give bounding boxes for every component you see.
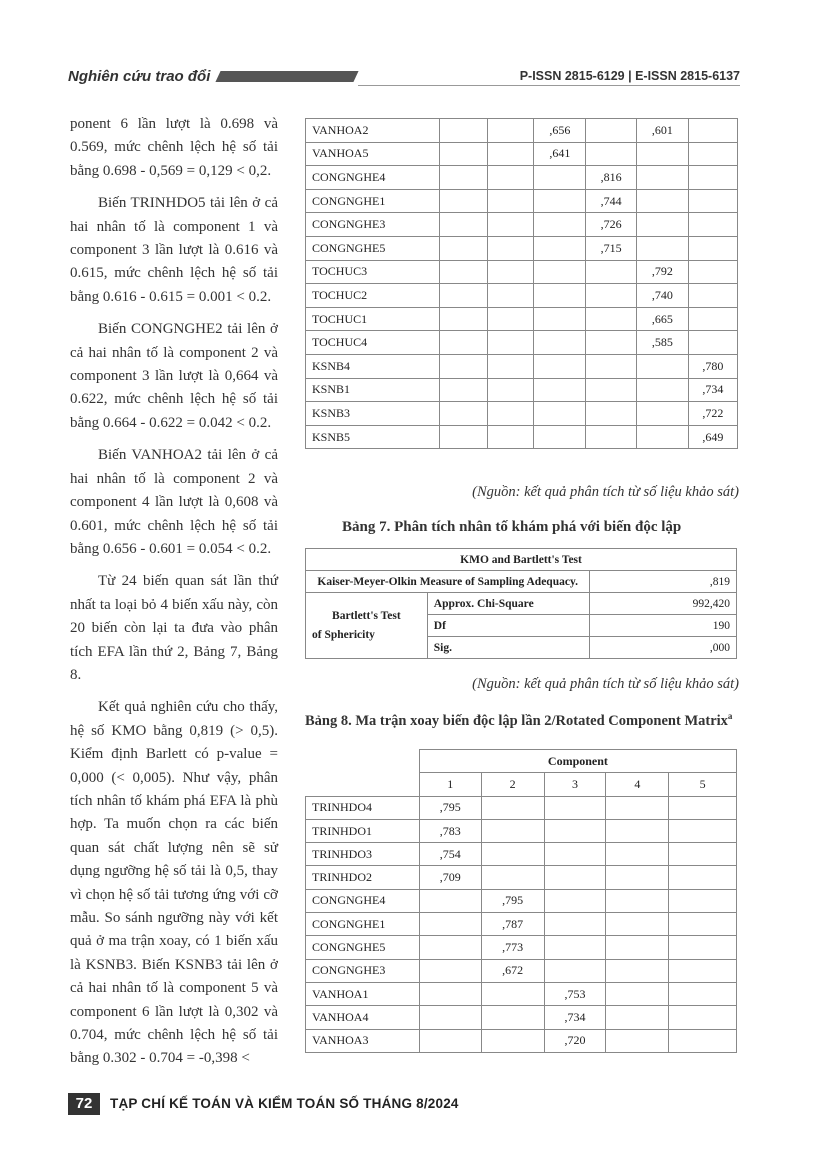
page-header (68, 66, 740, 88)
loading-cell (440, 213, 487, 237)
loading-cell (481, 819, 544, 842)
table-row (306, 819, 737, 842)
table-row (306, 307, 738, 331)
variable-name-cell: CONGNGHE3 (306, 213, 440, 237)
loading-cell (481, 982, 544, 1005)
variable-name-cell: CONGNGHE4 (306, 889, 420, 912)
loading-cell (440, 331, 487, 355)
table-row (306, 913, 737, 936)
loading-cell (440, 425, 487, 449)
variable-name-cell: KSNB4 (306, 354, 440, 378)
bartlett-row-value: 190 (590, 615, 737, 637)
bartlett-label-line1: Bartlett's Test (332, 609, 401, 622)
paragraph: Biến TRINHDO5 tải lên ở cả hai nhân tố là component 1 và component 3 lần lượt là 0.616 và 0.615, mức chênh lệch hệ số tải bằng 0.616 - 0.615 = 0.001 < 0.2. (70, 195, 278, 305)
loading-cell (534, 378, 586, 402)
paragraph: Biến CONGNGHE2 tải lên ở cả hai nhân tố là component 2 và component 3 lần lượt là 0,664 và 0.622, mức chênh lệch hệ số tải bằng 0.664 - 0.622 = 0.042 < 0.2. (70, 321, 278, 431)
loading-cell (534, 213, 586, 237)
loading-cell (606, 913, 669, 936)
variable-name-cell: VANHOA5 (306, 142, 440, 166)
bartlett-label (306, 593, 428, 659)
loading-cell: ,795 (419, 796, 481, 819)
loading-cell (544, 889, 606, 912)
source-note: (Nguồn: kết quả phân tích từ số liệu khảo sát) (472, 484, 739, 500)
loading-cell: ,641 (534, 142, 586, 166)
loading-cell (419, 959, 481, 982)
loading-cell (440, 142, 487, 166)
loading-cell (440, 166, 487, 190)
loading-cell (586, 260, 637, 284)
component-header: Component (419, 750, 736, 773)
rotated-component-matrix-table (305, 749, 737, 1053)
loading-cell (669, 843, 737, 866)
loading-cell (481, 843, 544, 866)
loading-cell (636, 425, 688, 449)
table-row (306, 119, 738, 143)
loading-cell (487, 236, 534, 260)
loading-cell (440, 284, 487, 308)
loading-cell: ,753 (544, 982, 606, 1005)
loading-cell: ,773 (481, 936, 544, 959)
component-column-header: 3 (544, 773, 606, 796)
loading-cell (688, 260, 737, 284)
loading-cell (669, 866, 737, 889)
loading-cell (669, 1029, 737, 1052)
variable-name-cell: VANHOA3 (306, 1029, 420, 1052)
variable-name-cell: TRINHDO1 (306, 819, 420, 842)
loading-cell (544, 913, 606, 936)
rotated-matrix-continued-table (305, 118, 738, 449)
header-decor-bar (215, 71, 358, 82)
loading-cell: ,816 (586, 166, 637, 190)
loading-cell (481, 1029, 544, 1052)
section-label: Nghiên cứu trao đổi (68, 68, 211, 85)
component-column-header: 4 (606, 773, 669, 796)
loading-cell: ,726 (586, 213, 637, 237)
variable-name-cell: TRINHDO2 (306, 866, 420, 889)
loading-cell (586, 378, 637, 402)
table-row (306, 260, 738, 284)
loading-cell (487, 354, 534, 378)
loading-cell: ,601 (636, 119, 688, 143)
loading-cell (688, 166, 737, 190)
loading-cell (534, 307, 586, 331)
loading-cell (487, 378, 534, 402)
table-row (306, 936, 737, 959)
loading-cell (688, 284, 737, 308)
variable-name-cell: CONGNGHE1 (306, 913, 420, 936)
loading-cell (419, 982, 481, 1005)
loading-cell (586, 119, 637, 143)
component-column-header: 2 (481, 773, 544, 796)
loading-cell (586, 142, 637, 166)
variable-name-cell: VANHOA1 (306, 982, 420, 1005)
loading-cell (544, 796, 606, 819)
loading-cell: ,740 (636, 284, 688, 308)
variable-name-cell: KSNB5 (306, 425, 440, 449)
loading-cell (586, 354, 637, 378)
loading-cell (419, 1029, 481, 1052)
loading-cell: ,722 (688, 402, 737, 426)
loading-cell (606, 1006, 669, 1029)
variable-name-cell: CONGNGHE5 (306, 236, 440, 260)
loading-cell (669, 1006, 737, 1029)
loading-cell (636, 166, 688, 190)
loading-cell: ,585 (636, 331, 688, 355)
variable-name-cell: TOCHUC1 (306, 307, 440, 331)
loading-cell (440, 189, 487, 213)
variable-name-cell: TOCHUC3 (306, 260, 440, 284)
variable-name-cell: TOCHUC4 (306, 331, 440, 355)
loading-cell (481, 1006, 544, 1029)
loading-cell (669, 819, 737, 842)
loading-cell: ,665 (636, 307, 688, 331)
variable-name-cell: TRINHDO3 (306, 843, 420, 866)
table8-caption-text: Bảng 8. Ma trận xoay biến độc lập lần 2/Rotated Component Matrix (305, 712, 728, 729)
loading-cell (544, 866, 606, 889)
loading-cell: ,734 (688, 378, 737, 402)
paragraph: Từ 24 biến quan sát lần thứ nhất ta loại bỏ 4 biến xấu này, còn 20 biến còn lại ta đưa vào phân tích EFA lần thứ 2, Bảng 7, Bảng 8. (70, 573, 278, 683)
table-row (306, 796, 737, 819)
loading-cell (669, 913, 737, 936)
loading-cell (534, 189, 586, 213)
variable-name-cell: VANHOA4 (306, 1006, 420, 1029)
loading-cell (544, 959, 606, 982)
kmo-value: ,819 (590, 571, 737, 593)
corner-cell (306, 750, 420, 773)
paragraph: Kết quả nghiên cứu cho thấy, hệ số KMO bằng 0,819 (> 0,5). Kiểm định Barlett có p-value = 0,000 (< 0,005). Như vậy, phân tích nhân tố khám phá EFA là phù hợp. Ta muốn chọn ra các biến quan sát chất lượng nên sẽ sử dụng ngưỡng hệ số tải là 0,5, thay vì chọn hệ số tải tương ứng với cỡ mẫu. So sánh ngưỡng này với kết quả ở ma trận xoay, có 1 biến xấu là KSNB3. Biến KSNB3 tải lên ở cả hai nhân tố là component 5 và component 6 lần lượt là 0,302 và 0.704, mức chênh lệch hệ số tải bằng 0.302 - 0.704 = -0,398 < (70, 699, 278, 1067)
loading-cell (669, 936, 737, 959)
loading-cell (636, 142, 688, 166)
component-column-header: 5 (669, 773, 737, 796)
loading-cell (534, 402, 586, 426)
loading-cell (636, 213, 688, 237)
loading-cell (487, 284, 534, 308)
loading-cell: ,780 (688, 354, 737, 378)
loading-cell (487, 331, 534, 355)
table-row (306, 843, 737, 866)
loading-cell (606, 889, 669, 912)
loading-cell (606, 982, 669, 1005)
loading-cell: ,656 (534, 119, 586, 143)
loading-cell: ,787 (481, 913, 544, 936)
loading-cell (669, 796, 737, 819)
loading-cell (534, 354, 586, 378)
loading-cell: ,720 (544, 1029, 606, 1052)
bartlett-row-label: Df (427, 615, 590, 637)
loading-cell (636, 189, 688, 213)
source-note: (Nguồn: kết quả phân tích từ số liệu khảo sát) (472, 676, 739, 692)
table-row (306, 236, 738, 260)
loading-cell (544, 843, 606, 866)
loading-cell (419, 1006, 481, 1029)
kmo-table-title: KMO and Bartlett's Test (306, 549, 737, 571)
bartlett-label-line2: of Sphericity (312, 628, 375, 641)
loading-cell (534, 260, 586, 284)
loading-cell (586, 425, 637, 449)
loading-cell (487, 166, 534, 190)
table-row (306, 284, 738, 308)
loading-cell: ,754 (419, 843, 481, 866)
paragraph: Biến VANHOA2 tải lên ở cả hai nhân tố là component 2 và component 4 lần lượt là 0,608 và 0.601, mức chênh lệch hệ số tải bằng 0.656 - 0.601 = 0.054 < 0.2. (70, 447, 278, 557)
loading-cell (534, 331, 586, 355)
loading-cell (688, 307, 737, 331)
loading-cell (440, 236, 487, 260)
loading-cell (481, 866, 544, 889)
loading-cell (419, 913, 481, 936)
loading-cell: ,783 (419, 819, 481, 842)
issn-label: P-ISSN 2815-6129 | E-ISSN 2815-6137 (519, 69, 740, 83)
loading-cell (481, 796, 544, 819)
journal-title: TẠP CHÍ KẾ TOÁN VÀ KIỂM TOÁN SỐ THÁNG 8/2024 (110, 1096, 459, 1111)
bartlett-row-value: 992,420 (590, 593, 737, 615)
loading-cell (440, 307, 487, 331)
variable-name-cell: CONGNGHE5 (306, 936, 420, 959)
loading-cell (669, 959, 737, 982)
loading-cell: ,649 (688, 425, 737, 449)
bartlett-row-label: Approx. Chi-Square (427, 593, 590, 615)
loading-cell (487, 425, 534, 449)
loading-cell (534, 425, 586, 449)
loading-cell (487, 213, 534, 237)
loading-cell (440, 402, 487, 426)
loading-cell (606, 819, 669, 842)
loading-cell (440, 378, 487, 402)
variable-name-cell: KSNB3 (306, 402, 440, 426)
table-row (306, 425, 738, 449)
loading-cell (606, 959, 669, 982)
variable-name-cell: CONGNGHE1 (306, 189, 440, 213)
variable-name-cell: TOCHUC2 (306, 284, 440, 308)
loading-cell (586, 307, 637, 331)
loading-cell (688, 189, 737, 213)
bartlett-row-value: ,000 (590, 637, 737, 659)
variable-name-cell: VANHOA2 (306, 119, 440, 143)
loading-cell (544, 936, 606, 959)
loading-cell (669, 982, 737, 1005)
variable-name-cell: KSNB1 (306, 378, 440, 402)
variable-name-cell: CONGNGHE3 (306, 959, 420, 982)
loading-cell (688, 142, 737, 166)
table-row (306, 189, 738, 213)
loading-cell (487, 307, 534, 331)
table-row (306, 982, 737, 1005)
loading-cell (636, 354, 688, 378)
table-row (306, 1029, 737, 1052)
kmo-bartlett-table (305, 548, 737, 659)
loading-cell (440, 260, 487, 284)
loading-cell: ,715 (586, 236, 637, 260)
loading-cell (487, 189, 534, 213)
table-row (306, 354, 738, 378)
loading-cell (440, 354, 487, 378)
loading-cell: ,672 (481, 959, 544, 982)
loading-cell (606, 796, 669, 819)
loading-cell (636, 236, 688, 260)
table-row (306, 889, 737, 912)
variable-name-cell: CONGNGHE4 (306, 166, 440, 190)
corner-cell (306, 773, 420, 796)
loading-cell (487, 260, 534, 284)
table-row (306, 378, 738, 402)
body-text-column (70, 113, 278, 1080)
variable-name-cell: TRINHDO4 (306, 796, 420, 819)
table-row (306, 166, 738, 190)
loading-cell (606, 936, 669, 959)
loading-cell (688, 236, 737, 260)
loading-cell (487, 119, 534, 143)
table-row (306, 959, 737, 982)
loading-cell (534, 284, 586, 308)
loading-cell: ,734 (544, 1006, 606, 1029)
component-column-header: 1 (419, 773, 481, 796)
bartlett-row-label: Sig. (427, 637, 590, 659)
table-row (306, 1006, 737, 1029)
loading-cell (534, 236, 586, 260)
loading-cell (487, 402, 534, 426)
table8-caption-sup: a (727, 711, 733, 721)
table-row (306, 402, 738, 426)
kmo-label: Kaiser-Meyer-Olkin Measure of Sampling Adequacy. (306, 571, 590, 593)
loading-cell: ,744 (586, 189, 637, 213)
loading-cell (606, 866, 669, 889)
loading-cell (534, 166, 586, 190)
table7-caption: Bảng 7. Phân tích nhân tố khám phá với biến độc lập (342, 519, 682, 535)
table-row (306, 213, 738, 237)
header-rule (358, 85, 740, 86)
loading-cell (440, 119, 487, 143)
loading-cell (688, 331, 737, 355)
loading-cell (606, 843, 669, 866)
paragraph: ponent 6 lần lượt là 0.698 và 0.569, mức chênh lệch hệ số tải bằng 0.698 - 0,569 = 0,129 < 0,2. (70, 116, 278, 179)
loading-cell (419, 889, 481, 912)
page-number: 72 (68, 1093, 100, 1115)
loading-cell (636, 402, 688, 426)
table-row (306, 142, 738, 166)
table-row (306, 331, 738, 355)
loading-cell (606, 1029, 669, 1052)
loading-cell (544, 819, 606, 842)
loading-cell: ,792 (636, 260, 688, 284)
loading-cell (586, 284, 637, 308)
loading-cell: ,795 (481, 889, 544, 912)
loading-cell (487, 142, 534, 166)
loading-cell: ,709 (419, 866, 481, 889)
loading-cell (586, 402, 637, 426)
loading-cell (669, 889, 737, 912)
loading-cell (586, 331, 637, 355)
table8-caption (305, 711, 732, 730)
table-row (306, 866, 737, 889)
loading-cell (688, 119, 737, 143)
page-footer (68, 1093, 748, 1117)
loading-cell (419, 936, 481, 959)
loading-cell (636, 378, 688, 402)
loading-cell (688, 213, 737, 237)
